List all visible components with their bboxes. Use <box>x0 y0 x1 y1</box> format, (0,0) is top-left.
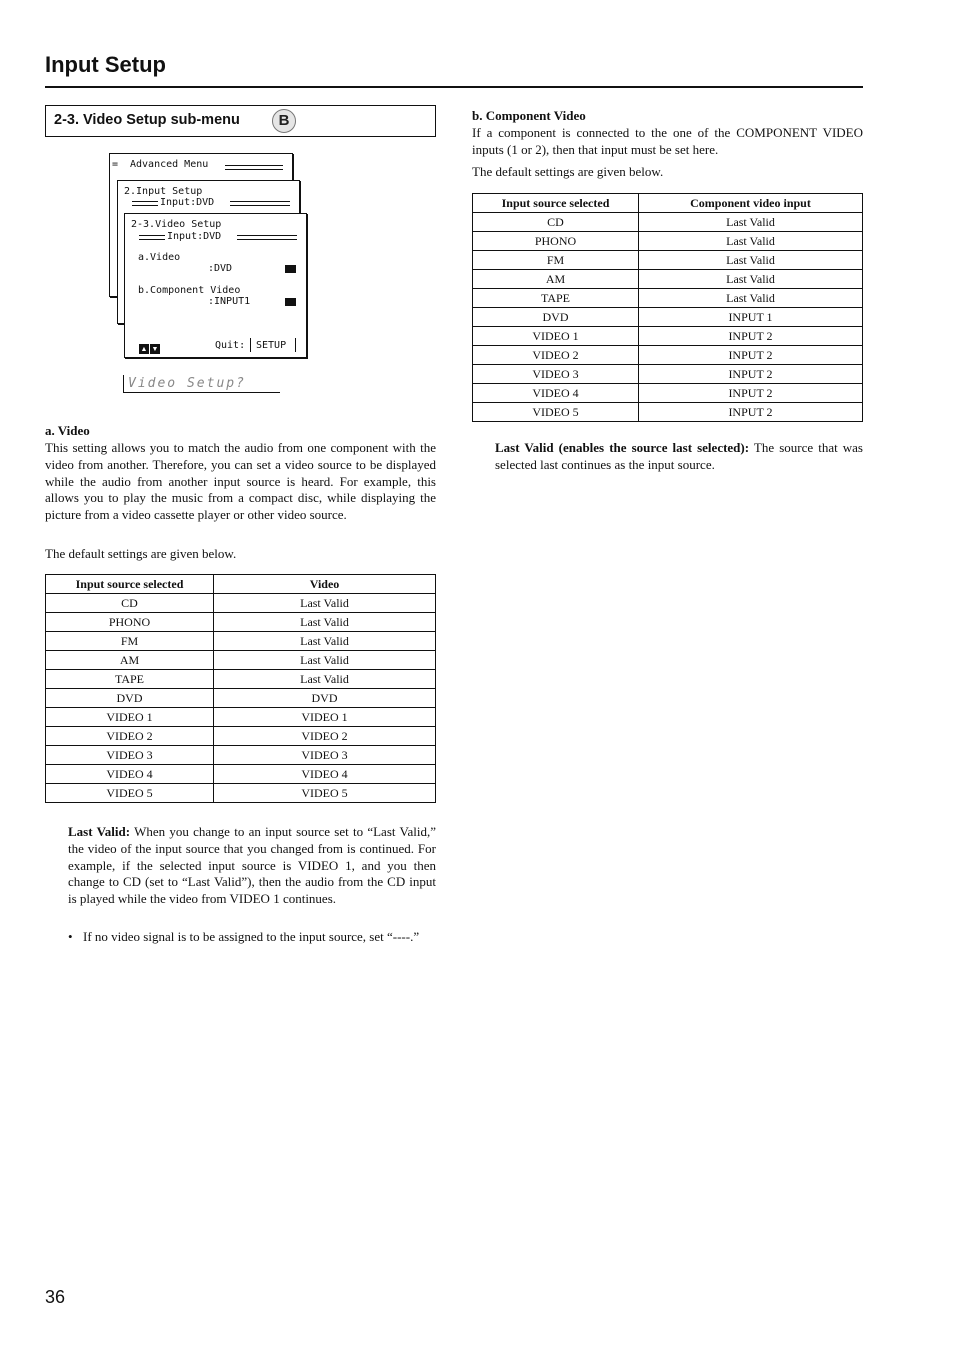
section-b-body: If a component is connected to the one of the COMPONENT VIDEO inputs (1 or 2), then that input must be set here. <box>472 125 863 157</box>
table-cell: AM <box>46 651 214 670</box>
table-cell: DVD <box>46 689 214 708</box>
table-header-row <box>46 575 436 594</box>
table-cell: VIDEO 5 <box>214 784 436 803</box>
table-cell: VIDEO 1 <box>214 708 436 727</box>
table-row <box>473 251 863 270</box>
table-cell: INPUT 2 <box>639 346 863 365</box>
section-a-defaults-note: The default settings are given below. <box>45 546 237 561</box>
osd-window-video-setup <box>124 213 307 358</box>
table-row <box>46 613 436 632</box>
osd-window-advanced-menu: = Advanced Menu <box>109 153 293 297</box>
page-title: Input Setup <box>45 52 166 77</box>
table-row <box>46 746 436 765</box>
table-header: Component video input <box>639 194 863 213</box>
section-b-heading: b. Component Video <box>472 108 586 123</box>
osd-input-dvd-2: Input:DVD <box>167 231 222 242</box>
table-cell: DVD <box>214 689 436 708</box>
table-row <box>473 403 863 422</box>
table-cell: Last Valid <box>214 594 436 613</box>
table-cell: INPUT 2 <box>639 384 863 403</box>
osd-video-label: a.Video <box>138 252 181 263</box>
table-cell: VIDEO 4 <box>46 765 214 784</box>
table-cell: VIDEO 5 <box>46 784 214 803</box>
table-row <box>473 213 863 232</box>
table-cell: DVD <box>473 308 639 327</box>
table-row <box>46 708 436 727</box>
table-row <box>473 384 863 403</box>
osd-advanced-menu-label: Advanced Menu <box>130 159 209 170</box>
section-a-last-valid <box>68 824 436 908</box>
table-row <box>473 346 863 365</box>
title-rule <box>45 86 863 88</box>
table-row <box>46 765 436 784</box>
table-row <box>473 327 863 346</box>
table-row <box>473 365 863 384</box>
table-cell: Last Valid <box>639 251 863 270</box>
submenu-heading-box <box>45 105 436 137</box>
section-a-heading: a. Video <box>45 423 90 438</box>
lcd-display: Video Setup? <box>123 375 280 393</box>
table-cell: FM <box>473 251 639 270</box>
video-defaults-table <box>45 574 436 803</box>
osd-input-dvd-1: Input:DVD <box>160 197 215 208</box>
cursor-arrows-icon <box>285 298 296 306</box>
osd-video-value: :DVD <box>208 263 233 274</box>
section-b-last-valid <box>495 440 863 474</box>
table-cell: INPUT 2 <box>639 327 863 346</box>
table-row <box>473 232 863 251</box>
up-down-keys-icon: ▲ ▼ <box>140 345 159 354</box>
table-row <box>46 727 436 746</box>
table-cell: VIDEO 1 <box>46 708 214 727</box>
cursor-arrows-icon <box>285 265 296 273</box>
osd-quit-label: Quit: <box>215 340 246 351</box>
submenu-heading: 2-3. Video Setup sub-menu <box>54 112 240 128</box>
table-header: Input source selected <box>46 575 214 594</box>
table-cell: CD <box>473 213 639 232</box>
last-valid-label: Last Valid: <box>68 824 131 839</box>
table-cell: CD <box>46 594 214 613</box>
table-cell: VIDEO 2 <box>473 346 639 365</box>
table-cell: Last Valid <box>639 232 863 251</box>
table-cell: VIDEO 4 <box>473 384 639 403</box>
table-cell: VIDEO 3 <box>46 746 214 765</box>
table-cell: VIDEO 3 <box>214 746 436 765</box>
table-cell: VIDEO 3 <box>473 365 639 384</box>
section-a-body: This setting allows you to match the audio from one component with the video from another. Therefore, you can set a video source to be displayed while the audio from another input source is heard. For example, this allows you to play the music from a compact disc, while displaying the picture from a video cassette player or other video source. <box>45 440 436 523</box>
table-header: Input source selected <box>473 194 639 213</box>
table-cell: FM <box>46 632 214 651</box>
osd-component-label: b.Component Video <box>138 285 241 296</box>
table-row <box>473 289 863 308</box>
table-cell: Last Valid <box>639 270 863 289</box>
b-badge-icon: B <box>272 109 296 133</box>
osd-input-setup-label: 2.Input Setup <box>124 186 203 197</box>
table-cell: Last Valid <box>639 289 863 308</box>
table-row <box>46 784 436 803</box>
table-row <box>46 651 436 670</box>
table-cell: VIDEO 2 <box>46 727 214 746</box>
osd-video-setup-label: 2-3.Video Setup <box>131 219 222 230</box>
bullet-marker: • <box>68 929 73 944</box>
osd-setup-key: SETUP <box>256 340 287 351</box>
table-cell: VIDEO 5 <box>473 403 639 422</box>
table-cell: PHONO <box>473 232 639 251</box>
component-video-defaults-table <box>472 193 863 422</box>
table-row <box>46 689 436 708</box>
table-row <box>46 632 436 651</box>
last-valid-text: When you change to an input source set to “Last Valid,” the video of the input source that you changed from is continued. For example, if the selected input source is VIDEO 1, and you then change to CD (set to “Last Valid”), then the audio from the CD input is played while the video from VIDEO 1 continues. <box>68 824 436 907</box>
section-a-bullet: If no video signal is to be assigned to the input source, set “----.” <box>83 929 420 944</box>
table-cell: TAPE <box>46 670 214 689</box>
table-cell: INPUT 1 <box>639 308 863 327</box>
table-cell: TAPE <box>473 289 639 308</box>
table-row <box>473 308 863 327</box>
table-cell: PHONO <box>46 613 214 632</box>
table-row <box>46 594 436 613</box>
table-cell: Last Valid <box>214 632 436 651</box>
osd-component-value: :INPUT1 <box>208 296 251 307</box>
table-row <box>473 270 863 289</box>
table-cell: VIDEO 4 <box>214 765 436 784</box>
table-cell: Last Valid <box>639 213 863 232</box>
table-cell: INPUT 2 <box>639 365 863 384</box>
section-b-defaults-note: The default settings are given below. <box>472 164 664 179</box>
table-cell: INPUT 2 <box>639 403 863 422</box>
table-cell: AM <box>473 270 639 289</box>
table-header-row <box>473 194 863 213</box>
table-cell: VIDEO 2 <box>214 727 436 746</box>
table-cell: Last Valid <box>214 651 436 670</box>
table-cell: Last Valid <box>214 670 436 689</box>
table-row <box>46 670 436 689</box>
last-valid-label: Last Valid (enables the source last selected): <box>495 440 750 455</box>
page-number: 36 <box>45 1287 66 1307</box>
table-cell: Last Valid <box>214 613 436 632</box>
table-header: Video <box>214 575 436 594</box>
last-valid-text: The source that was selected last continues as the input source. <box>495 440 863 472</box>
table-cell: VIDEO 1 <box>473 327 639 346</box>
